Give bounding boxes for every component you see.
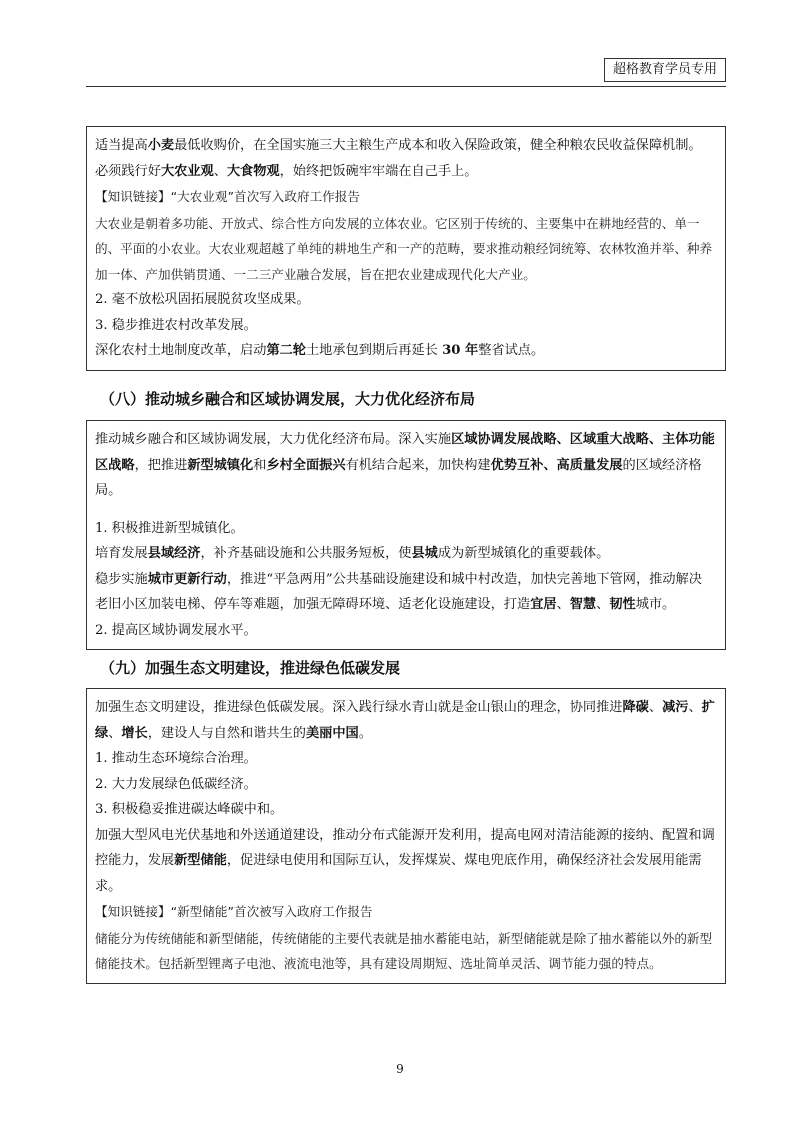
- knowledge-link-body: 储能分为传统储能和新型储能，传统储能的主要代表就是抽水蓄能电站，新型储能就是除了抽水蓄能以外的新型储能技术。包括新型锂离子电池、液流电池等，具有建设周期短、选址简单灵活、调节能力强的特点。: [95, 930, 713, 971]
- paragraph: 深化农村土地制度改革，启动第二轮土地承包到期后再延长 30 年整省试点。: [95, 343, 545, 358]
- content-box-agriculture: [86, 126, 726, 371]
- paragraph: 加强大型风电光伏基地和外送通道建设，推动分布式能源开发利用，提高电网对清洁能源的接纳、配置和调控能力，发展新型储能，促进绿电使用和国际互认，发挥煤炭、煤电兜底作用，确保经济社会发展用能需求。: [95, 827, 715, 894]
- paragraph: 培育发展县域经济，补齐基础设施和公共服务短板，使县城成为新型城镇化的重要载体。: [95, 546, 610, 561]
- knowledge-link-heading: [95, 184, 715, 211]
- knowledge-link-body: 大农业是朝着多功能、开放式、综合性方向发展的立体农业。它区别于传统的、主要集中在耕地经营的、单一的、平面的小农业。大农业观超越了单纯的耕地生产和一产的范畴，要求推动粮经饲统筹、农林牧渔并举、种养加一体、产加供销贯通、一二三产业融合发展，旨在把农业建成现代化大产业。: [95, 215, 713, 282]
- paragraph: 推动城乡融合和区域协调发展，大力优化经济布局。深入实施区域协调发展战略、区域重大战略、主体功能区战略，把推进新型城镇化和乡村全面振兴有机结合起来，加快构建优势互补、高质量发展的区域经济格局。: [95, 432, 715, 498]
- section-heading-8: （八）推动城乡融合和区域协调发展，大力优化经济布局: [100, 390, 476, 408]
- list-item: 3. 积极稳妥推进碳达峰碳中和。: [95, 802, 284, 817]
- header-rule: [86, 86, 726, 87]
- list-item: 2. 提高区域协调发展水平。: [95, 622, 257, 638]
- list-item: 1. 推动生态环境综合治理。: [95, 751, 257, 766]
- list-item: 2. 大力发展绿色低碳经济。: [95, 776, 257, 792]
- paragraph: 加强生态文明建设，推进绿色低碳发展。深入践行绿水青山就是金山银山的理念，协同推进降碳、减污、扩绿、增长，建设人与自然和谐共生的美丽中国。: [95, 700, 715, 741]
- knowledge-link-label: 【知识链接】: [95, 189, 171, 204]
- knowledge-link-title: “大农业观”首次写入政府工作报告: [170, 189, 360, 204]
- content-box-ecology: [86, 688, 726, 984]
- knowledge-link-label: 【知识链接】: [95, 904, 171, 919]
- paragraph: 必须践行好大农业观、大食物观，始终把饭碗牢牢端在自己手上。: [95, 163, 478, 179]
- page-number: 9: [396, 1062, 404, 1076]
- list-item: 1. 积极推进新型城镇化。: [95, 520, 244, 536]
- section-heading-9: （九）加强生态文明建设，推进绿色低碳发展: [100, 659, 401, 677]
- knowledge-link-heading: [95, 899, 715, 926]
- paragraph: 稳步实施城市更新行动，推进“平急两用”公共基础设施建设和城中村改造，加快完善地下管网，推动解决老旧小区加装电梯、停车等难题，加强无障碍环境、适老化设施建设，打造宜居、智慧、韧性城市。: [95, 571, 702, 612]
- list-item: 3. 稳步推进农村改革发展。: [95, 317, 257, 333]
- header-tag: 超格教育学员专用: [604, 58, 726, 82]
- list-item: 2. 毫不放松巩固拓展脱贫攻坚成果。: [95, 292, 310, 307]
- paragraph: 适当提高小麦最低收购价，在全国实施三大主粮生产成本和收入保险政策，健全种粮农民收益保障机制。: [95, 138, 702, 153]
- knowledge-link-title: “新型储能”首次被写入政府工作报告: [170, 904, 373, 919]
- content-box-urban-rural: [86, 420, 726, 650]
